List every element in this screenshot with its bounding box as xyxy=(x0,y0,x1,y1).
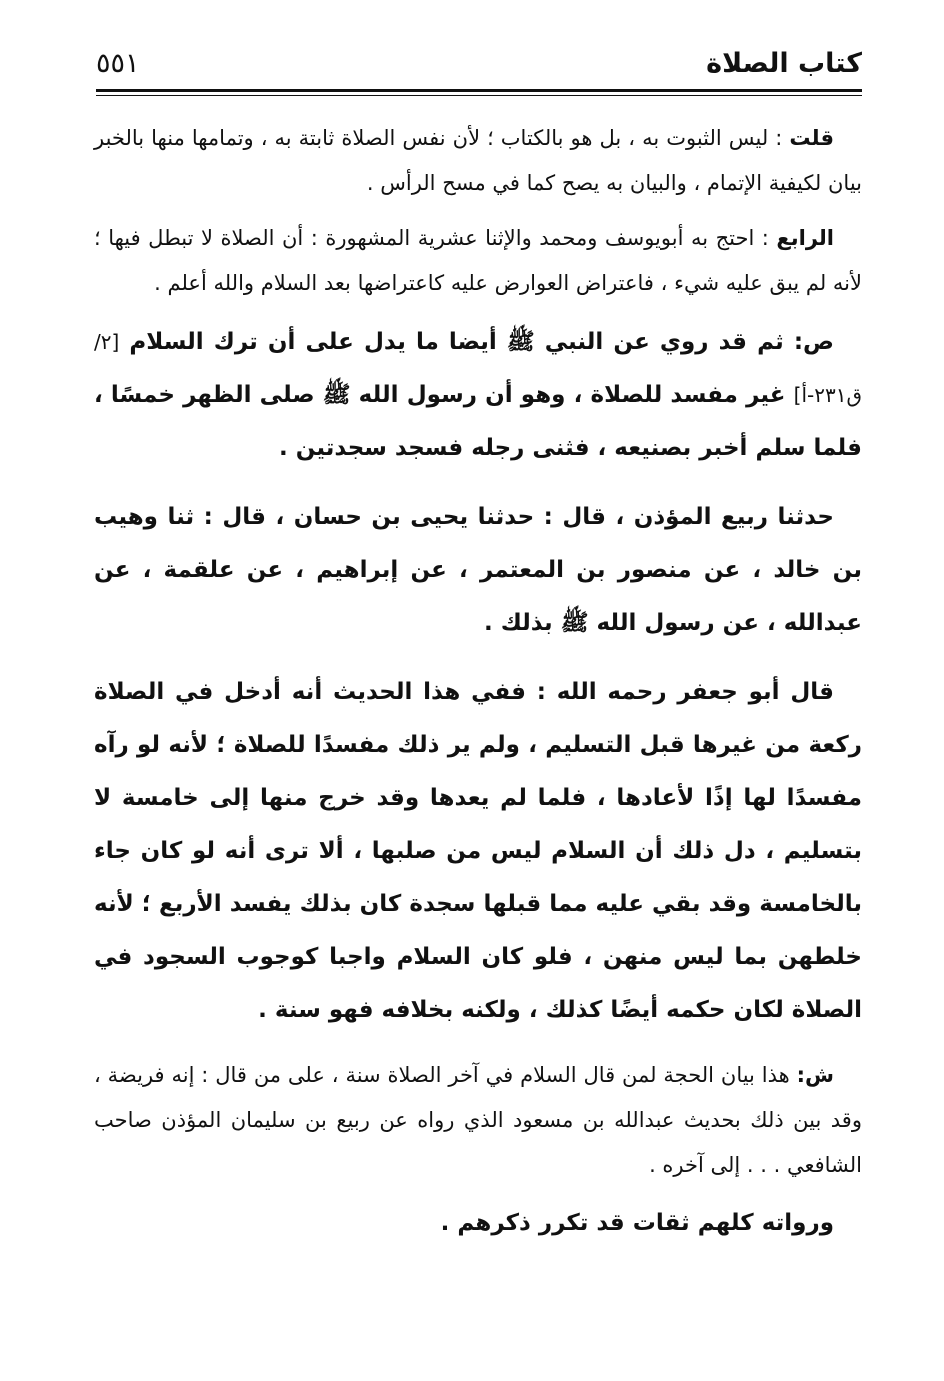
paragraph-text: : احتج به أبويوسف ومحمد والإثنا عشرية المشهورة : أن الصلاة لا تبطل فيها ؛ لأنه لم يبق عليه شيء ، فاعتراض العوارض عليه كاعتراضها بعد السلام والله أعلم . xyxy=(94,226,862,295)
manuscript-reference: [٢/ق٢٣١-أ] xyxy=(94,330,862,407)
spacer xyxy=(94,306,862,316)
paragraph-isnad xyxy=(94,491,862,650)
paragraph-lead: قلت xyxy=(789,126,834,150)
page-body xyxy=(94,116,862,1248)
paragraph-sharh xyxy=(94,1053,862,1188)
paragraph-text: ثم قد روي عن النبي ﷺ أيضا ما يدل على أن ترك السلام xyxy=(129,329,784,355)
paragraph-lead: الرابع xyxy=(776,226,834,250)
paragraph-text: : ليس الثبوت به ، بل هو بالكتاب ؛ لأن نفس الصلاة ثابتة به ، وتمامها منها بالخبر بيان لكيفية الإتمام ، والبيان به يصح كما في مسح الرأس . xyxy=(94,126,862,195)
header-rule-thick xyxy=(96,89,862,92)
paragraph-text: هذا بيان الحجة لمن قال السلام في آخر الصلاة سنة ، على من قال : إنه فريضة ، وقد بين ذلك بحديث عبدالله بن مسعود الذي رواه عن ربيع بن سليمان المؤذن صاحب الشافعي . . . إلى آخره . xyxy=(94,1063,862,1177)
spacer xyxy=(94,475,862,491)
spacer xyxy=(94,206,862,216)
running-title: كتاب الصلاة xyxy=(706,48,862,79)
paragraph-abu-jafar xyxy=(94,666,862,1037)
paragraph-lead: ش: xyxy=(796,1063,834,1087)
spacer xyxy=(94,1188,862,1198)
paragraph-narrators xyxy=(94,1198,862,1248)
paragraph-qult xyxy=(94,116,862,206)
spacer xyxy=(94,650,862,666)
paragraph-text: ورواته كلهم ثقات قد تكرر ذكرهم . xyxy=(440,1210,834,1236)
paragraph-text: قال أبو جعفر رحمه الله : ففي هذا الحديث أنه أدخل في الصلاة ركعة من غيرها قبل التسليم ، ولم ير ذلك مفسدًا للصلاة ؛ لأنه لو رآه مفسدًا لها إذًا لأعادها ، فلما لم يعدها وقد خرج منها إلى خامسة لا بتسليم ، دل ذلك أن السلام ليس من صلبها ، ألا ترى أنه لو كان جاء بالخامسة وقد بقي عليه مما قبلها سجدة كان بذلك يفسد الأربع ؛ لأنه خلطهن بما ليس منهن ، فلو كان السلام واجبا كوجوب السجود في الصلاة لكان حكمه أيضًا كذلك ، ولكنه بخلافه فهو سنة . xyxy=(94,679,862,1023)
paragraph-sad xyxy=(94,316,862,475)
page-header xyxy=(96,44,862,92)
page-number: ٥٥١ xyxy=(96,48,140,79)
paragraph-text: حدثنا ربيع المؤذن ، قال : حدثنا يحيى بن حسان ، قال : ثنا وهيب بن خالد ، عن منصور بن المعتمر ، عن إبراهيم ، عن علقمة ، عن عبدالله ، عن رسول الله ﷺ بذلك . xyxy=(94,504,862,636)
spacer xyxy=(94,1037,862,1053)
paragraph-text: غير مفسد للصلاة ، وهو أن رسول الله ﷺ صلى الظهر خمسًا ، فلما سلم أخبر بصنيعه ، فثنى رجله فسجد سجدتين . xyxy=(94,382,862,461)
header-rule-thin xyxy=(96,95,862,96)
paragraph-lead: ص: xyxy=(793,329,834,355)
paragraph-rabi xyxy=(94,216,862,306)
